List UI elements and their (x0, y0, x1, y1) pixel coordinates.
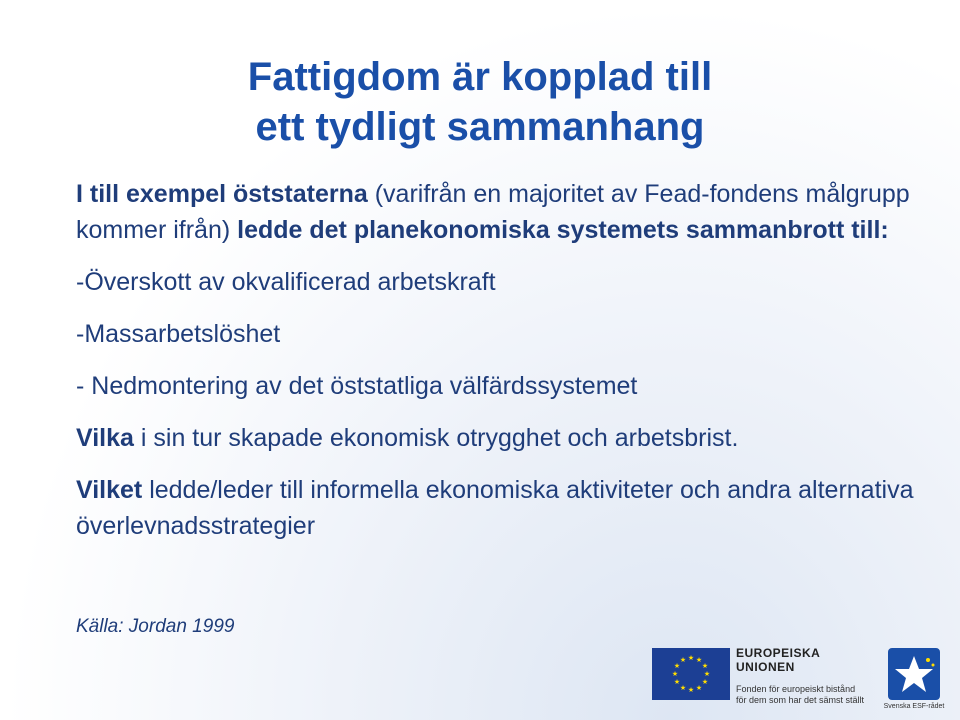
svg-text:★: ★ (679, 684, 687, 692)
svg-text:★: ★ (687, 654, 695, 662)
consequence-2-bold: Vilket (76, 476, 143, 504)
source-citation: Källa: Jordan 1999 (76, 616, 235, 637)
title-line-1: Fattigdom är kopplad till (247, 55, 713, 99)
eu-subtitle-line-1: Fonden för europeiskt bistånd (736, 684, 856, 694)
consequence-1 (76, 420, 936, 456)
intro-normal: (varifrån en majoritet av Fead-fondens målgrupp kommer ifrån) (76, 180, 910, 244)
svg-text:★: ★ (703, 670, 711, 678)
eu-subtitle (736, 684, 872, 706)
esf-logo (882, 648, 946, 714)
svg-text:★: ★ (673, 662, 681, 670)
svg-text:★: ★ (687, 686, 695, 694)
eu-logo (652, 646, 872, 705)
consequence-1-bold: Vilka (76, 424, 134, 452)
svg-text:★: ★ (679, 656, 687, 664)
slide-body (76, 176, 936, 560)
esf-label: Svenska ESF-rådet (883, 703, 945, 710)
consequence-2 (76, 472, 936, 544)
svg-text:★: ★ (695, 656, 703, 664)
list-item: -Överskott av okvalificerad arbetskraft (76, 268, 496, 296)
svg-text:★: ★ (701, 678, 709, 686)
title-line-2: ett tydligt sammanhang (255, 105, 705, 149)
esf-star-icon (888, 648, 940, 700)
intro-bold-1: I till exempel öststaterna (76, 180, 368, 208)
slide-title (0, 52, 960, 152)
svg-text:★: ★ (701, 662, 709, 670)
svg-text:★: ★ (673, 678, 681, 686)
consequence-2-text: ledde/leder till informella ekonomiska aktiviteter och andra alternativa överlevnadsstrategier (76, 476, 914, 540)
svg-text:★: ★ (671, 670, 679, 678)
list-item: - Nedmontering av det öststatliga välfärdssystemet (76, 372, 638, 400)
eu-flag-icon (652, 648, 730, 700)
svg-text:★: ★ (695, 684, 703, 692)
consequence-1-text: i sin tur skapade ekonomisk otrygghet och arbetsbrist. (133, 424, 739, 452)
intro-bold-2: ledde det planekonomiska systemets sammanbrott till: (237, 216, 889, 244)
eu-subtitle-line-2: för dem som har det sämst ställt (736, 695, 865, 705)
eu-text (736, 646, 872, 706)
intro-paragraph (76, 176, 936, 248)
list-item: -Massarbetslöshet (76, 320, 281, 348)
eu-title: EUROPEISKA UNIONEN (736, 646, 820, 674)
